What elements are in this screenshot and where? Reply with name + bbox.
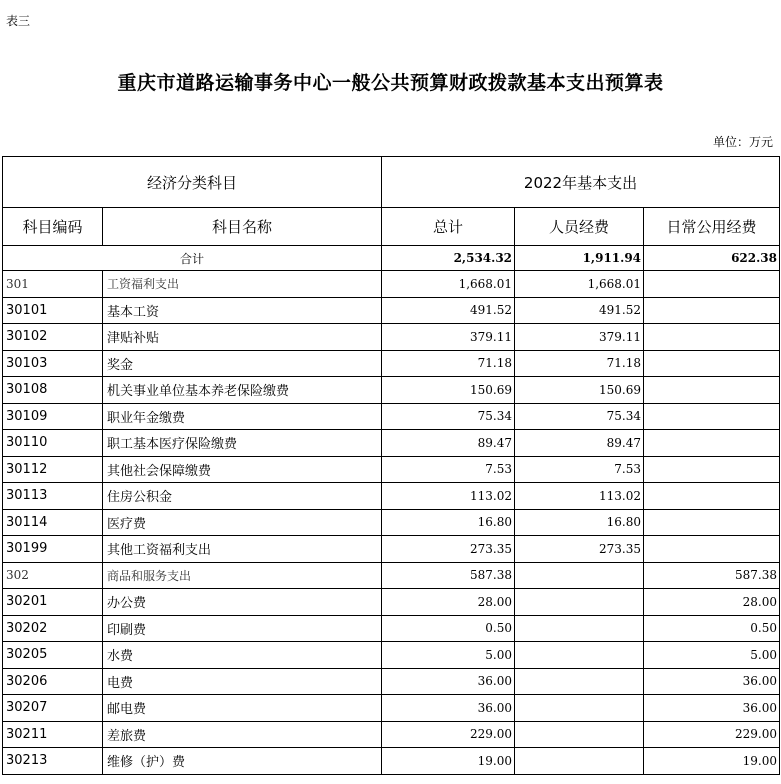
- row-personnel: 1,668.01: [515, 271, 644, 298]
- table-row: [3, 403, 780, 430]
- column-header-code: 科目编码: [3, 208, 103, 246]
- row-total: 0.50: [382, 615, 515, 642]
- row-code: 30114: [3, 509, 103, 536]
- row-name: 商品和服务支出: [103, 562, 382, 589]
- row-total: 36.00: [382, 695, 515, 722]
- header-group-row: [3, 157, 780, 208]
- row-name: 邮电费: [103, 695, 382, 722]
- row-public: [644, 536, 780, 563]
- row-personnel: 113.02: [515, 483, 644, 510]
- row-code: 30205: [3, 642, 103, 669]
- row-code: 30102: [3, 324, 103, 351]
- row-name: 维修（护）费: [103, 748, 382, 775]
- row-personnel: [515, 615, 644, 642]
- row-code: 301: [3, 271, 103, 298]
- table-row: [3, 748, 780, 775]
- table-row: [3, 695, 780, 722]
- row-code: 30201: [3, 589, 103, 616]
- unit-label: 单位：万元: [712, 135, 773, 149]
- row-public: 36.00: [644, 695, 780, 722]
- row-name: 医疗费: [103, 509, 382, 536]
- row-name: 基本工资: [103, 297, 382, 324]
- row-total: 7.53: [382, 456, 515, 483]
- table-row: [3, 483, 780, 510]
- row-code: 30112: [3, 456, 103, 483]
- header-basic-expenditure: 2022年基本支出: [382, 157, 780, 208]
- column-header-name: 科目名称: [103, 208, 382, 246]
- row-code: 30213: [3, 748, 103, 775]
- row-total: 89.47: [382, 430, 515, 457]
- row-public: 36.00: [644, 668, 780, 695]
- row-code: 30199: [3, 536, 103, 563]
- row-code: 30101: [3, 297, 103, 324]
- row-public: [644, 377, 780, 404]
- row-personnel: [515, 695, 644, 722]
- column-header-personnel: 人员经费: [515, 208, 644, 246]
- row-personnel: 491.52: [515, 297, 644, 324]
- total-label: 合计: [3, 246, 382, 271]
- row-code: 30207: [3, 695, 103, 722]
- total-row: [3, 246, 780, 271]
- row-personnel: [515, 562, 644, 589]
- row-personnel: 273.35: [515, 536, 644, 563]
- page-title: 重庆市道路运输事务中心一般公共预算财政拨款基本支出预算表: [117, 72, 664, 94]
- row-personnel: 75.34: [515, 403, 644, 430]
- row-total: 229.00: [382, 721, 515, 748]
- row-name: 办公费: [103, 589, 382, 616]
- row-personnel: 89.47: [515, 430, 644, 457]
- row-total: 19.00: [382, 748, 515, 775]
- row-code: 30211: [3, 721, 103, 748]
- row-total: 150.69: [382, 377, 515, 404]
- row-code: 30103: [3, 350, 103, 377]
- row-public: 0.50: [644, 615, 780, 642]
- row-personnel: [515, 721, 644, 748]
- row-public: [644, 350, 780, 377]
- row-total: 587.38: [382, 562, 515, 589]
- table-row: [3, 456, 780, 483]
- row-total: 273.35: [382, 536, 515, 563]
- row-public: [644, 430, 780, 457]
- row-code: 30110: [3, 430, 103, 457]
- table-row: [3, 324, 780, 351]
- row-code: 30108: [3, 377, 103, 404]
- row-name: 印刷费: [103, 615, 382, 642]
- row-personnel: 7.53: [515, 456, 644, 483]
- row-code: 30202: [3, 615, 103, 642]
- row-personnel: [515, 668, 644, 695]
- row-public: [644, 324, 780, 351]
- row-public: [644, 456, 780, 483]
- row-personnel: [515, 589, 644, 616]
- row-public: 28.00: [644, 589, 780, 616]
- row-name: 差旅费: [103, 721, 382, 748]
- row-name: 其他工资福利支出: [103, 536, 382, 563]
- table-row: [3, 668, 780, 695]
- row-public: [644, 271, 780, 298]
- row-public: [644, 403, 780, 430]
- row-total: 113.02: [382, 483, 515, 510]
- table-row: [3, 589, 780, 616]
- row-personnel: 150.69: [515, 377, 644, 404]
- budget-table-body: [3, 157, 780, 775]
- row-code: 30109: [3, 403, 103, 430]
- row-public: 229.00: [644, 721, 780, 748]
- category-row: [3, 271, 780, 298]
- row-public: [644, 509, 780, 536]
- row-name: 住房公积金: [103, 483, 382, 510]
- row-personnel: 16.80: [515, 509, 644, 536]
- row-total: 16.80: [382, 509, 515, 536]
- row-name: 其他社会保障缴费: [103, 456, 382, 483]
- row-total: 36.00: [382, 668, 515, 695]
- row-total: 71.18: [382, 350, 515, 377]
- table-row: [3, 509, 780, 536]
- row-code: 302: [3, 562, 103, 589]
- row-name: 水费: [103, 642, 382, 669]
- row-total: 379.11: [382, 324, 515, 351]
- row-code: 30113: [3, 483, 103, 510]
- category-row: [3, 562, 780, 589]
- row-name: 奖金: [103, 350, 382, 377]
- table-row: [3, 350, 780, 377]
- row-total: 28.00: [382, 589, 515, 616]
- table-row: [3, 536, 780, 563]
- table-row: [3, 642, 780, 669]
- total-public: 622.38: [644, 246, 780, 271]
- row-total: 5.00: [382, 642, 515, 669]
- row-total: 491.52: [382, 297, 515, 324]
- header-economic-classification: 经济分类科目: [3, 157, 382, 208]
- row-personnel: 379.11: [515, 324, 644, 351]
- row-public: 19.00: [644, 748, 780, 775]
- row-personnel: 71.18: [515, 350, 644, 377]
- table-row: [3, 377, 780, 404]
- row-personnel: [515, 642, 644, 669]
- row-personnel: [515, 748, 644, 775]
- column-header-total: 总计: [382, 208, 515, 246]
- row-public: [644, 297, 780, 324]
- row-name: 电费: [103, 668, 382, 695]
- total-personnel: 1,911.94: [515, 246, 644, 271]
- row-total: 75.34: [382, 403, 515, 430]
- row-public: [644, 483, 780, 510]
- row-name: 津贴补贴: [103, 324, 382, 351]
- row-public: 5.00: [644, 642, 780, 669]
- row-name: 工资福利支出: [103, 271, 382, 298]
- budget-table: [2, 156, 780, 775]
- table-row: [3, 297, 780, 324]
- row-public: 587.38: [644, 562, 780, 589]
- row-name: 职业年金缴费: [103, 403, 382, 430]
- row-name: 机关事业单位基本养老保险缴费: [103, 377, 382, 404]
- table-row: [3, 615, 780, 642]
- table-row: [3, 721, 780, 748]
- total-sum: 2,534.32: [382, 246, 515, 271]
- table-row: [3, 430, 780, 457]
- column-header-row: [3, 208, 780, 246]
- row-code: 30206: [3, 668, 103, 695]
- document-label: 表三: [6, 14, 31, 28]
- column-header-public: 日常公用经费: [644, 208, 780, 246]
- row-name: 职工基本医疗保险缴费: [103, 430, 382, 457]
- row-total: 1,668.01: [382, 271, 515, 298]
